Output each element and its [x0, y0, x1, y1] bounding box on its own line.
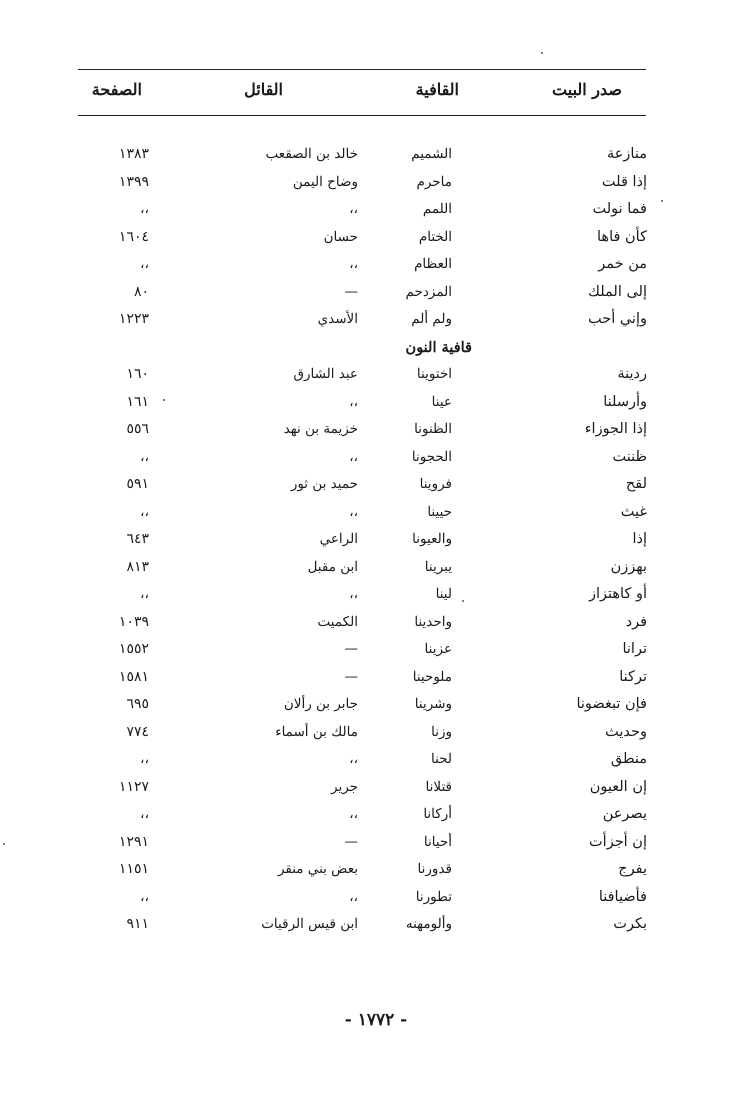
rhyme-cell: أركانا: [423, 806, 452, 822]
rhyme-cell: وشرينا: [414, 696, 452, 712]
first-hemistich-cell: بكرت: [613, 916, 647, 932]
table-row: [0, 306, 752, 334]
rhyme-cell: حيينا: [427, 503, 452, 520]
first-hemistich-cell: إن أجزأت: [589, 833, 647, 850]
table-row: [0, 416, 752, 444]
poet-cell: مالك بن أسماء: [275, 723, 358, 740]
first-hemistich-cell: فرد: [625, 613, 647, 630]
table-row: [0, 499, 752, 527]
table-row: [0, 279, 752, 307]
page-ref-cell: ،،: [139, 448, 149, 465]
rhyme-cell: فروينا: [419, 476, 452, 492]
page-number: - ١٧٧٢ -: [344, 1010, 408, 1030]
table-row: [0, 526, 752, 554]
first-hemistich-cell: ظننت: [612, 448, 647, 465]
page-ref-cell: ١٠٣٩: [118, 613, 149, 630]
header-top-rule: [78, 69, 646, 70]
poet-cell: عبد الشارق: [293, 366, 358, 382]
first-hemistich-cell: منطق: [610, 751, 647, 767]
page-ref-cell: ٧٧٤: [126, 723, 149, 740]
rhyme-cell: يبرينا: [424, 558, 452, 575]
rhyme-cell: عزينا: [424, 641, 452, 657]
table-row: [0, 856, 752, 884]
first-hemistich-cell: وإني أحب: [588, 311, 647, 327]
page-ref-cell: ١٥٨١: [118, 668, 149, 685]
print-speck: [541, 52, 543, 54]
poet-cell: ،،: [349, 393, 358, 410]
rhyme-cell: لينا: [435, 586, 452, 602]
rhyme-cell: الظنونا: [414, 421, 452, 437]
table-row: [0, 251, 752, 279]
page-ref-cell: ،،: [139, 256, 149, 272]
poet-cell: ابن قيس الرقيات: [261, 916, 358, 932]
poet-cell: ابن مقبل: [307, 558, 358, 575]
poet-cell: الكميت: [317, 613, 358, 630]
page-ref-cell: ٦٤٣: [126, 531, 149, 547]
first-hemistich-cell: تركنا: [619, 668, 647, 685]
first-hemistich-cell: فإن تبغضونا: [576, 696, 647, 712]
first-hemistich-cell: يفرج: [618, 861, 647, 877]
rhyme-cell: تطورنا: [415, 888, 452, 905]
poet-cell: جرير: [331, 778, 358, 795]
table-row: [0, 141, 752, 169]
poet-cell: ،،: [349, 256, 358, 272]
col-header-first-hemistich: صدر البيت: [552, 80, 622, 99]
first-hemistich-cell: وحديث: [605, 723, 647, 740]
page-ref-cell: ١٣٨٣: [118, 146, 149, 162]
page-ref-cell: ١٥٥٢: [118, 641, 149, 657]
page-ref-cell: ١٢٢٣: [118, 311, 149, 327]
rhyme-cell: وألومهنه: [405, 916, 452, 932]
first-hemistich-cell: يصرعن: [602, 806, 647, 822]
poet-cell: ،،: [349, 448, 358, 465]
rhyme-cell: لحنا: [430, 751, 452, 767]
first-hemistich-cell: فما نولت: [592, 201, 647, 217]
print-speck: [163, 399, 165, 401]
poet-cell: ،،: [349, 201, 358, 217]
rhyme-cell: الشميم: [411, 146, 452, 162]
first-hemistich-cell: غيث: [620, 503, 647, 520]
table-row: [0, 196, 752, 224]
poet-cell: الأسدي: [317, 311, 358, 327]
page-ref-cell: ١٦٠: [126, 366, 149, 382]
rhyme-cell: عينا: [431, 393, 452, 410]
table-row: [0, 829, 752, 857]
header-bottom-rule: [78, 115, 646, 116]
first-hemistich-cell: إذا: [632, 531, 647, 547]
poet-cell: جابر بن رألان: [283, 696, 358, 712]
poet-cell: حسان: [323, 228, 358, 245]
poet-cell: ،،: [349, 503, 358, 520]
page-ref-cell: ١٢٩١: [118, 833, 149, 850]
table-row: [0, 884, 752, 912]
col-header-poet: القائل: [244, 80, 283, 99]
first-hemistich-cell: وأرسلنا: [603, 393, 647, 410]
page-ref-cell: ١١٥١: [118, 861, 149, 877]
col-header-rhyme: القافية: [415, 80, 459, 99]
page-ref-cell: ٩١١: [126, 916, 149, 932]
table-row: [0, 169, 752, 197]
rhyme-cell: ملوحينا: [412, 668, 452, 685]
page-ref-cell: ٨٠: [133, 283, 149, 300]
page-ref-cell: ٥٥٦: [126, 421, 149, 437]
section-title: قافية النون: [405, 338, 472, 356]
print-speck: [462, 600, 464, 602]
poet-cell: وضاح اليمن: [292, 173, 358, 190]
first-hemistich-cell: كأن فاها: [597, 228, 647, 245]
poet-cell: —: [344, 833, 358, 850]
table-row: [0, 801, 752, 829]
rhyme-cell: العظام: [414, 256, 452, 272]
poet-cell: خالد بن الصقعب: [265, 146, 358, 162]
verse-index-table: [0, 141, 752, 939]
page-ref-cell: ٦٩٥: [126, 696, 149, 712]
poet-cell: ،،: [349, 888, 358, 905]
first-hemistich-cell: منازعة: [607, 146, 647, 162]
rhyme-cell: اختوينا: [416, 366, 452, 382]
table-row: [0, 609, 752, 637]
poet-cell: ،،: [349, 586, 358, 602]
page-ref-cell: ١٦١: [126, 393, 149, 410]
page-ref-cell: ،،: [139, 201, 149, 217]
page-ref-cell: ،،: [139, 888, 149, 905]
poet-cell: ،،: [349, 806, 358, 822]
table-row: [0, 691, 752, 719]
rhyme-cell: الختام: [418, 228, 452, 245]
table-row: [0, 471, 752, 499]
poet-cell: —: [344, 668, 358, 685]
page-ref-cell: ١٣٩٩: [118, 173, 149, 190]
poet-cell: ،،: [349, 751, 358, 767]
first-hemistich-cell: ترانا: [622, 641, 647, 657]
rhyme-cell: الحجونا: [411, 448, 452, 465]
page-ref-cell: ١٦٠٤: [118, 228, 149, 245]
rhyme-cell: قدورنا: [417, 861, 452, 877]
table-row: [0, 664, 752, 692]
first-hemistich-cell: فأضيافنا: [598, 888, 647, 905]
table-row: [0, 719, 752, 747]
table-row: [0, 361, 752, 389]
table-row: [0, 774, 752, 802]
table-row: [0, 444, 752, 472]
rhyme-cell: اللمم: [422, 201, 452, 217]
page-ref-cell: ٥٩١: [126, 476, 149, 492]
page-ref-cell: ،،: [139, 503, 149, 520]
rhyme-cell: المزدحم: [405, 283, 452, 300]
rhyme-cell: ولم ألم: [411, 311, 452, 327]
page-ref-cell: ١١٢٧: [118, 778, 149, 795]
print-speck: [661, 200, 663, 202]
table-row: [0, 746, 752, 774]
first-hemistich-cell: إلى الملك: [588, 283, 647, 300]
col-header-page: الصفحة: [91, 80, 142, 99]
table-row: [0, 911, 752, 939]
poet-cell: حميد بن ثور: [290, 476, 358, 492]
poet-cell: خزيمة بن نهد: [283, 421, 358, 437]
first-hemistich-cell: إذا قلت: [601, 173, 647, 190]
page-ref-cell: ،،: [139, 751, 149, 767]
first-hemistich-cell: إن العيون: [589, 778, 647, 795]
print-speck: [3, 843, 5, 845]
first-hemistich-cell: لقح: [625, 476, 647, 492]
table-row: [0, 389, 752, 417]
rhyme-cell: قتلانا: [425, 778, 452, 795]
first-hemistich-cell: ردينة: [617, 366, 647, 382]
poet-cell: —: [344, 641, 358, 657]
table-row: [0, 581, 752, 609]
first-hemistich-cell: أو كاهتزاز: [588, 586, 647, 602]
page-ref-cell: ،،: [139, 806, 149, 822]
table-row: [0, 554, 752, 582]
table-row: [0, 224, 752, 252]
first-hemistich-cell: من خمر: [598, 256, 647, 272]
page-ref-cell: ،،: [139, 586, 149, 602]
poet-cell: —: [344, 283, 358, 300]
page-ref-cell: ٨١٣: [126, 558, 149, 575]
rhyme-cell: وزنا: [431, 723, 452, 740]
poet-cell: الراعي: [319, 531, 358, 547]
first-hemistich-cell: إذا الجوزاء: [584, 421, 647, 437]
section-heading-row: [0, 334, 752, 362]
rhyme-cell: ماحرم: [416, 173, 452, 190]
rhyme-cell: واحدينا: [414, 613, 452, 630]
rhyme-cell: أحيانا: [423, 833, 452, 850]
first-hemistich-cell: بهززن: [610, 558, 647, 575]
rhyme-cell: والعيونا: [412, 531, 452, 547]
poet-cell: بعض بني منقر: [277, 861, 358, 877]
table-row: [0, 636, 752, 664]
